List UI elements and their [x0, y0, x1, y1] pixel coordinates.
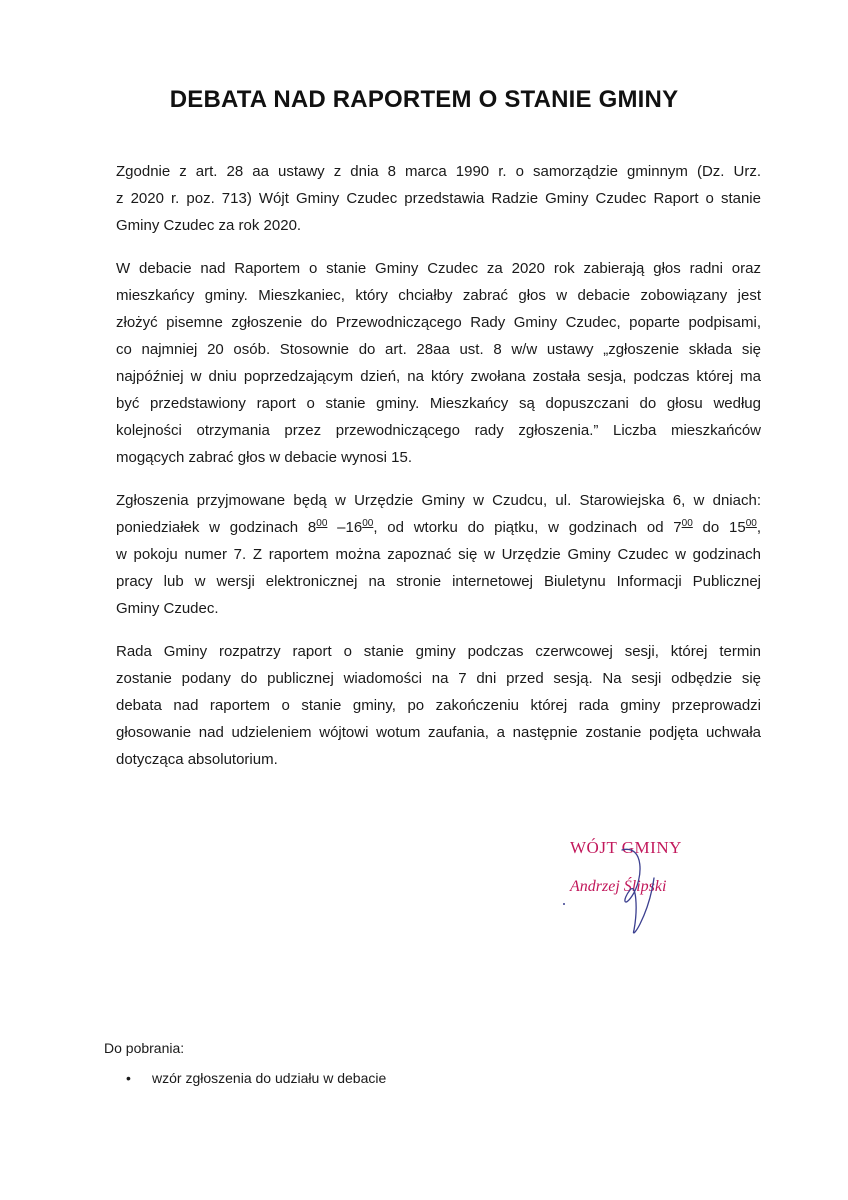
download-link[interactable]: wzór zgłoszenia do udziału w debacie: [152, 1070, 387, 1086]
line: debata nad raportem o stanie gminy, po zakończeniu której rada gminy przeprowadzi: [116, 697, 761, 714]
line: W debacie nad Raportem o stanie Gminy Czudec za 2020 rok zabierają głos radni oraz: [116, 260, 761, 277]
downloads-section: [104, 1040, 386, 1086]
line: być przedstawiony raport o stanie gminy. Mieszkańcy są dopuszczani do głosu według: [116, 395, 761, 412]
download-item-form[interactable]: [104, 1070, 386, 1086]
downloads-list: [104, 1070, 386, 1086]
paragraph-2: [116, 255, 761, 471]
line: pracy lub w wersji elektronicznej na stronie internetowej Biuletynu Informacji Publicznej: [116, 573, 761, 590]
text: ,: [756, 519, 761, 536]
line: mieszkańcy gminy. Mieszkaniec, który chciałby zabrać głos w debacie zobowiązany jest: [116, 287, 761, 304]
line: Gminy Czudec za rok 2020.: [116, 217, 302, 234]
text: do 15: [692, 519, 746, 536]
line: mogących zabrać głos w debacie wynosi 15.: [116, 449, 412, 466]
handwritten-signature-icon: [552, 838, 752, 948]
text: , od wtorku do piątku, w godzinach od 7: [373, 519, 682, 536]
text: –16: [327, 519, 363, 536]
paragraph-4: [116, 638, 761, 773]
line: co najmniej 20 osób. Stosownie do art. 28aa ust. 8 w/w ustawy „zgłoszenie składa się: [116, 341, 761, 358]
line-office-hours: [116, 514, 761, 541]
document-title: DEBATA NAD RAPORTEM O STANIE GMINY: [169, 86, 679, 113]
line: głosowanie nad udzieleniem wójtowi wotum zaufania, a następnie zostanie podjęta uchwała: [116, 724, 761, 741]
paragraph-3: [116, 487, 761, 622]
superscript: 00: [362, 518, 374, 529]
document-body: [116, 158, 761, 789]
line: złożyć pisemne zgłoszenie do Przewodniczącego Rady Gminy Czudec, poparte podpisami,: [116, 314, 761, 331]
line: Zgodnie z art. 28 aa ustawy z dnia 8 marca 1990 r. o samorządzie gminnym (Dz. Urz.: [116, 163, 761, 180]
superscript: 00: [681, 518, 693, 529]
line: w pokoju numer 7. Z raportem można zapoznać się w Urzędzie Gminy Czudec w godzinach: [116, 546, 761, 563]
line: Gminy Czudec.: [116, 600, 219, 617]
line: Rada Gminy rozpatrzy raport o stanie gminy podczas czerwcowej sesji, której termin: [116, 643, 761, 660]
line: dotycząca absolutorium.: [116, 751, 278, 768]
superscript: 00: [316, 518, 328, 529]
text: poniedziałek w godzinach 8: [116, 519, 317, 536]
stamp-name: Andrzej Ślipski: [570, 878, 667, 895]
superscript: 00: [745, 518, 757, 529]
bullet-icon: •: [126, 1070, 131, 1086]
line: kolejności otrzymania przez przewodniczącego rady zgłoszenia.” Liczba mieszkańców: [116, 422, 761, 439]
stamp-title: WÓJT GMINY: [570, 838, 682, 857]
line: Zgłoszenia przyjmowane będą w Urzędzie Gminy w Czudcu, ul. Starowiejska 6, w dniach:: [116, 492, 761, 509]
paragraph-1: [116, 158, 761, 239]
line: najpóźniej w dniu poprzedzającym dzień, na który zwołana została sesja, podczas której ma: [116, 368, 761, 385]
downloads-label: Do pobrania:: [104, 1040, 185, 1056]
line: z 2020 r. poz. 713) Wójt Gminy Czudec przedstawia Radzie Gminy Czudec Raport o stanie: [116, 190, 761, 207]
line: zostanie podany do publicznej wiadomości na 7 dni przed sesją. Na sesji odbędzie się: [116, 670, 761, 687]
signature-stamp: [552, 838, 752, 948]
